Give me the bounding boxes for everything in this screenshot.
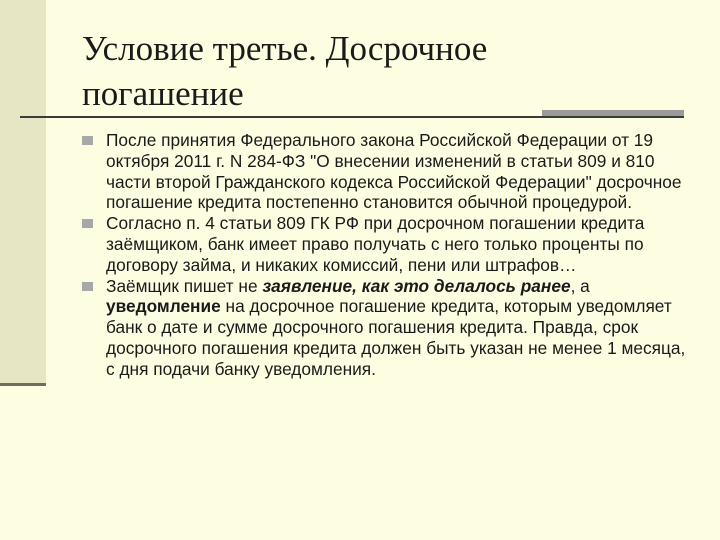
title-divider xyxy=(20,116,684,118)
bullet-text-3-bold: уведомление xyxy=(106,296,221,317)
decorative-sidebar-line xyxy=(0,383,46,386)
bullet-text-3-emphasis: заявление, как это делалось ранее xyxy=(262,275,571,296)
slide-title xyxy=(82,26,487,116)
bullet-item-2 xyxy=(80,213,692,275)
bullet-text-1: После принятия Федерального закона Российской Федерации от 19 октября 2011 г. N 284-ФЗ "О внесении изменений в статьи 809 и 810 части второй Гражданского кодекса Российской Федерации" досрочное погашение кредита постепенно становится обычной процедурой. xyxy=(106,130,682,213)
slide-body xyxy=(80,130,692,380)
bullet-text-2: Согласно п. 4 статьи 809 ГК РФ при досрочном погашении кредита заёмщиком, банк имеет право получать с него только проценты по договору займа, и никаких комиссий, пени или штрафов… xyxy=(106,213,645,275)
bullet-item-3 xyxy=(80,276,692,380)
slide-title-line-1: Условие третье. Досрочное xyxy=(82,29,488,68)
bullet-item-1 xyxy=(80,130,692,213)
square-bullet-icon xyxy=(82,136,93,145)
slide-title-line-2: погашение xyxy=(82,74,244,113)
bullet-text-3-part-3: , а xyxy=(570,275,590,296)
square-bullet-icon xyxy=(82,219,93,228)
decorative-sidebar xyxy=(0,0,46,383)
bullet-text-3-part-5: на досрочное погашение кредита, которым уведомляет банк о дате и сумме досрочного погашения кредита. Правда, срок досрочного погашения кредита должен быть указан не менее 1 месяца, с дня подачи банку уведомления. xyxy=(106,296,686,379)
square-bullet-icon xyxy=(82,282,93,291)
bullet-text-3-part-1: Заёмщик пишет не xyxy=(106,275,263,296)
